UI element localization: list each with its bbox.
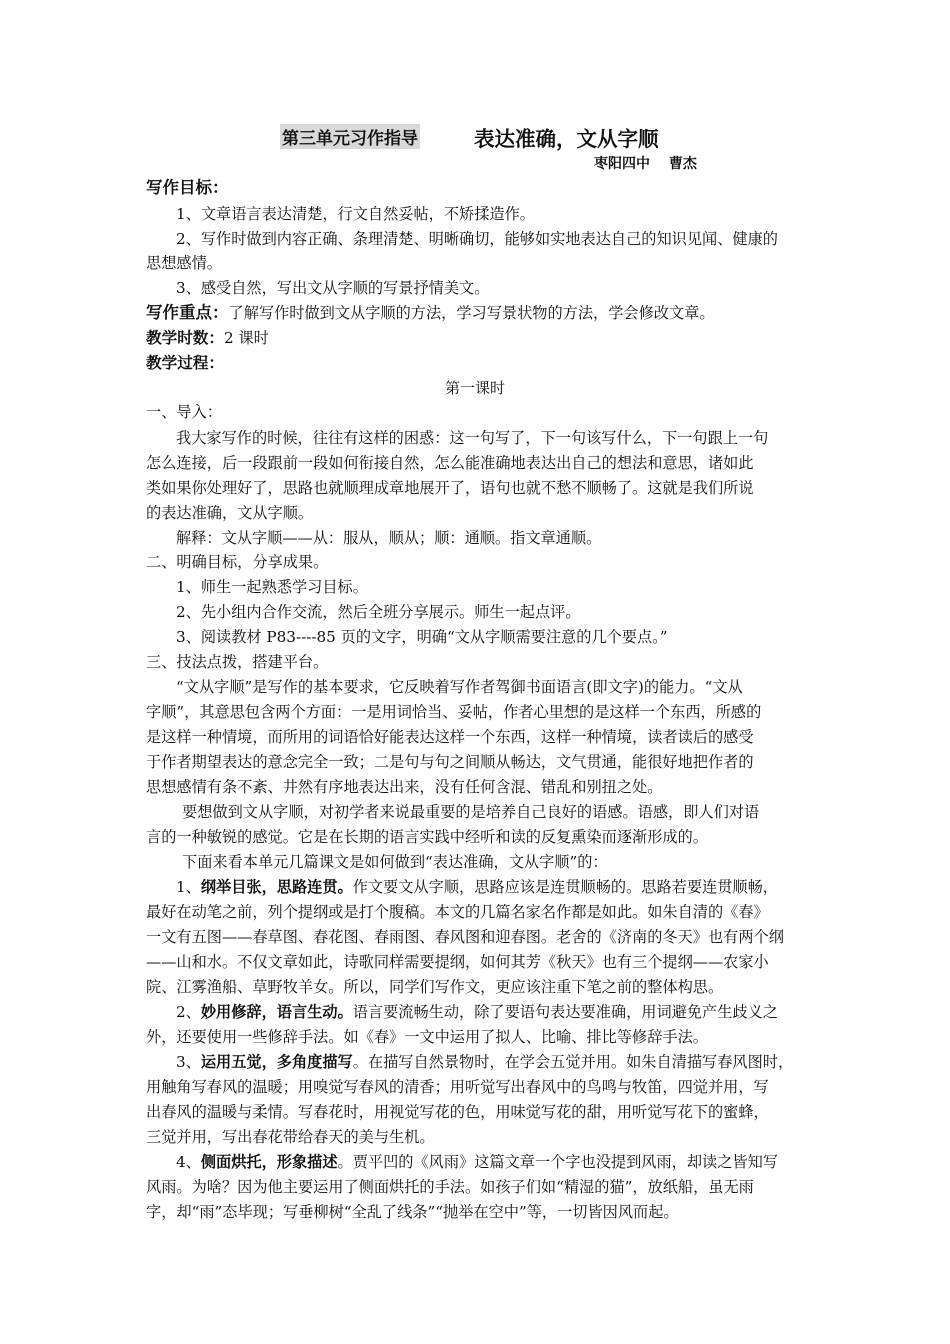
section-heading: 二、明确目标，分享成果。 bbox=[146, 553, 329, 571]
focus-text: 了解写作时做到文从字顺的方法，学习写景状物的方法，学会修改文章。 bbox=[228, 304, 715, 322]
point-line bbox=[176, 1052, 793, 1072]
hours-label: 教学时数： bbox=[146, 329, 224, 347]
paragraph-line: 类如果你处理好了，思路也就顺理成章地展开了，语句也就不愁不顺畅了。这就是我们所说 bbox=[146, 479, 754, 497]
paragraph-line: 是这样一种情境，而所用的词语恰好能表达这样一个东西，这样一种情境，读者读后的感受 bbox=[146, 728, 754, 746]
focus-label: 写作重点： bbox=[146, 303, 229, 322]
point-heading: 侧面烘托，形象描述 bbox=[200, 1153, 338, 1171]
paragraph-line: 字顺”，其意思包含两个方面：一是用词恰当、妥帖，作者心里想的是这样一个东西，所感的 bbox=[146, 703, 762, 721]
paragraph-line: 于作者期望表达的意念完全一致；二是句与句之间顺从畅达，文气贯通，能很好地把作者的 bbox=[146, 753, 754, 771]
point-number: 4、 bbox=[176, 1153, 201, 1171]
paragraph-line: 思想感情有条不紊、井然有序地表达出来，没有任何含混、错乱和别扭之处。 bbox=[146, 778, 663, 796]
section-heading: 一、导入： bbox=[146, 403, 222, 421]
process-heading: 教学过程： bbox=[146, 354, 224, 372]
paragraph-line: 最好在动笔之前，列个提纲或是打个腹稿。本文的几篇名家名作都是如此。如朱自清的《春》 bbox=[146, 903, 769, 921]
hours-text: 2 课时 bbox=[223, 329, 269, 347]
paragraph-line: 怎么连接，后一段跟前一段如何衔接自然，怎么能准确地表达出自己的想法和意思，诸如此 bbox=[146, 454, 754, 472]
point-number: 2、 bbox=[176, 1003, 201, 1021]
point-number: 3、 bbox=[176, 1053, 201, 1071]
paragraph-line: 言的一种敏锐的感觉。它是在长期的语言实践中经听和读的反复熏染而逐渐形成的。 bbox=[146, 828, 708, 846]
point-line bbox=[176, 877, 778, 897]
paragraph-line: 的表达准确，文从字顺。 bbox=[146, 504, 314, 522]
point-text: 。在描写自然景物时，在学会五觉并用。如朱自清描写春风图时， bbox=[352, 1053, 794, 1071]
paragraph-line: 外，还要使用一些修辞手法。如《春》一文中运用了拟人、比喻、排比等修辞手法。 bbox=[146, 1028, 708, 1046]
paragraph-line: 字，却“雨”态毕现；写垂柳树“全乱了线条”“抛举在空中”等，一切皆因风而起。 bbox=[146, 1203, 679, 1221]
topic-title: 表达准确，文从字顺 bbox=[474, 127, 659, 151]
list-item: 3、阅读教材 P83----85 页的文字，明确“文从字顺需要注意的几个要点。” bbox=[176, 628, 668, 646]
goal-item: 3、感受自然，写出文从字顺的写景抒情美文。 bbox=[176, 279, 490, 297]
author-line: 枣阳四中 曹杰 bbox=[594, 156, 697, 172]
unit-title: 第三单元习作指导 bbox=[280, 124, 420, 149]
paragraph-line: ——山和水。不仅文章如此，诗歌同样需要提纲，如何其芳《秋天》也有三个提纲——农家小 bbox=[146, 953, 769, 971]
point-text: 作文要文从字顺，思路应该是连贯顺畅的。思路若要连贯顺畅， bbox=[352, 878, 778, 896]
goal-item: 2、写作时做到内容正确、条理清楚、明晰确切，能够如实地表达自己的知识见闻、健康的 bbox=[176, 230, 778, 248]
point-number: 1、 bbox=[176, 878, 201, 896]
paragraph-line: “文从字顺”是写作的基本要求，它反映着写作者驾御书面语言(即文字)的能力。“文从 bbox=[176, 678, 743, 696]
paragraph-line: 出春风的温暖与柔情。写春花时，用视觉写花的色，用味觉写花的甜，用听觉写花下的蜜蜂， bbox=[146, 1103, 769, 1121]
list-item: 2、先小组内合作交流，然后全班分享展示。师生一起点评。 bbox=[176, 603, 581, 621]
point-line bbox=[176, 1152, 778, 1172]
point-heading: 纲举目张，思路连贯。 bbox=[200, 878, 353, 896]
paragraph-line: 院、江雾渔船、草野牧羊女。所以，同学们写作文，更应该注重下笔之前的整体构思。 bbox=[146, 978, 724, 996]
paragraph-line: 风雨。为啥？因为他主要运用了侧面烘托的手法。如孩子们如“精湿的猫”，放纸船，虽无雨 bbox=[146, 1178, 754, 1196]
paragraph-line: 三觉并用，写出春花带给春天的美与生机。 bbox=[146, 1128, 435, 1146]
point-heading: 运用五觉，多角度描写 bbox=[200, 1053, 353, 1071]
paragraph-line: 一文有五图——春草图、春花图、春雨图、春风图和迎春图。老舍的《济南的冬天》也有两个纲 bbox=[146, 928, 784, 946]
list-item: 1、师生一起熟悉学习目标。 bbox=[176, 578, 368, 596]
point-heading: 妙用修辞，语言生动。 bbox=[200, 1003, 353, 1021]
lesson-title: 第一课时 bbox=[444, 379, 505, 397]
focus-line bbox=[146, 303, 715, 323]
goal-item: 思想感情。 bbox=[146, 254, 222, 272]
paragraph-line: 用触角写春风的温暖；用嗅觉写春风的清香；用听觉写出春风中的鸟鸣与牧笛，四觉并用，写 bbox=[146, 1078, 769, 1096]
point-text: 。贾平凹的《风雨》这篇文章一个字也没提到风雨，却读之皆知写 bbox=[337, 1153, 778, 1171]
goal-item: 1、文章语言表达清楚，行文自然妥帖，不矫揉造作。 bbox=[176, 205, 535, 223]
explanation-line: 解释：文从字顺——从：服从，顺从；顺：通顺。指文章通顺。 bbox=[176, 529, 602, 547]
paragraph-line: 下面来看本单元几篇课文是如何做到“表达准确，文从字顺”的： bbox=[182, 853, 608, 871]
point-text: 语言要流畅生动，除了要语句表达要准确，用词避免产生歧义之 bbox=[352, 1003, 778, 1021]
hours-line bbox=[146, 328, 269, 348]
goals-heading: 写作目标： bbox=[146, 178, 229, 197]
section-heading: 三、技法点拨，搭建平台。 bbox=[146, 653, 329, 671]
point-line bbox=[176, 1002, 778, 1022]
paragraph-line: 我大家写作的时候，往往有这样的困惑：这一句写了，下一句该写什么，下一句跟上一句 bbox=[176, 429, 769, 447]
paragraph-line: 要想做到文从字顺，对初学者来说最重要的是培养自己良好的语感。语感，即人们对语 bbox=[182, 803, 760, 821]
